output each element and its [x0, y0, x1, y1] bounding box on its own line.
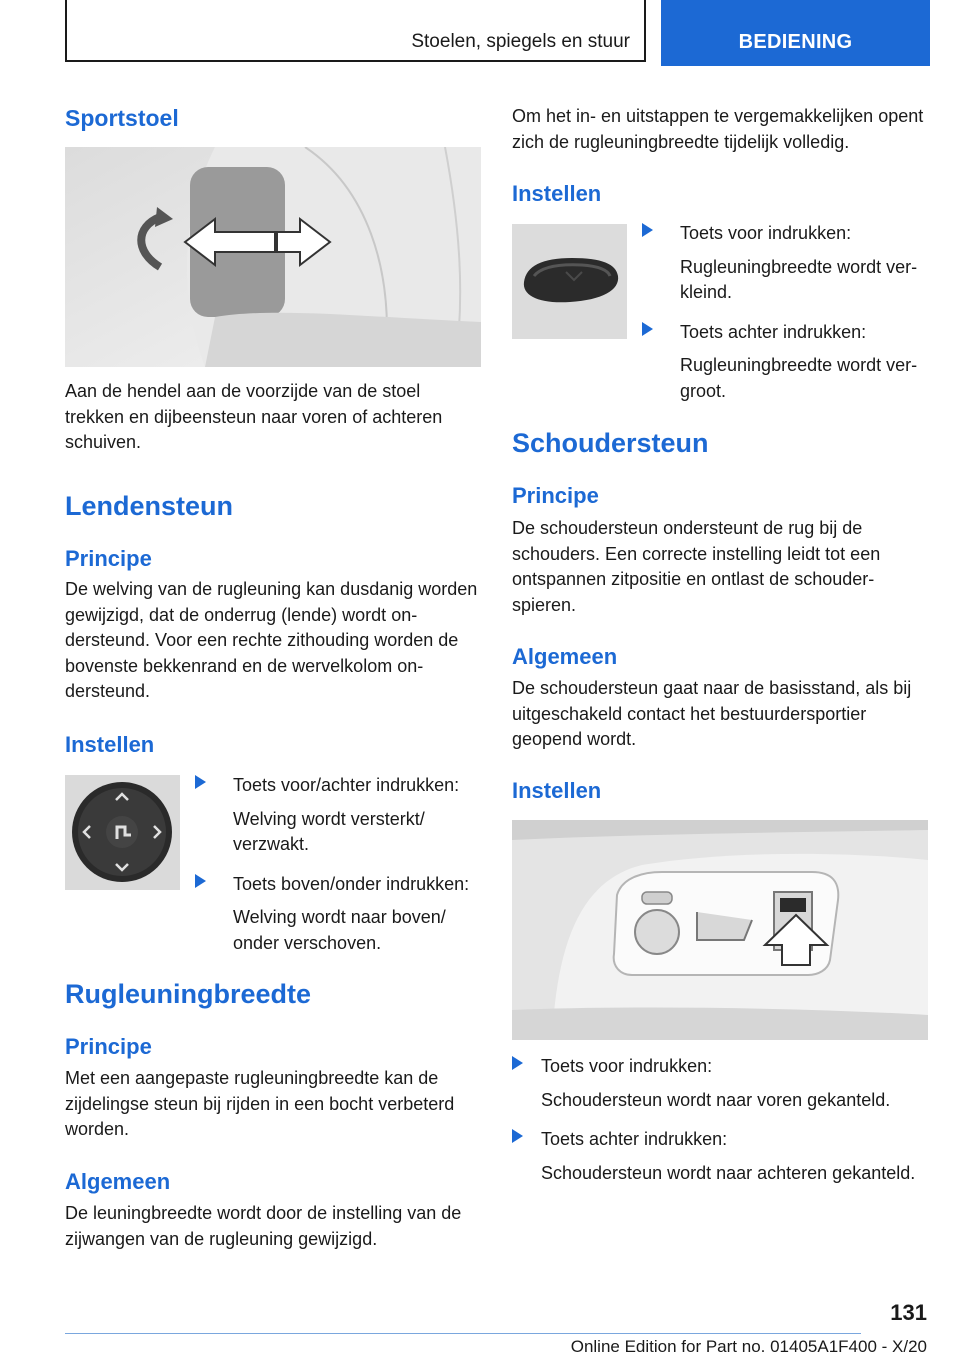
triangle-bullet-icon — [642, 322, 653, 336]
instruction-result: Rugleuningbreedte wordt vergroot. — [680, 355, 918, 401]
list-item — [195, 773, 481, 858]
instruction-action: Toets achter indrukken: — [680, 321, 867, 342]
rugleuningbreedte-instructions — [642, 221, 928, 404]
section-tab — [661, 0, 930, 66]
instruction-action: Toets voor/achter indrukken: — [233, 775, 460, 795]
instruction-result: Schoudersteun wordt naar voren gekanteld. — [541, 1089, 891, 1110]
instruction-action: Toets voor indrukken: — [680, 223, 852, 243]
heading-schoudersteun: Schoudersteun — [512, 428, 709, 458]
triangle-bullet-icon — [642, 223, 653, 237]
sport-seat-thigh-support-image — [65, 147, 481, 367]
rugleuningbreedte-principe-text: Met een aangepaste rugleuningbreedte kan de zijdelingse steun bij rijden in een bocht verbeterd worden. — [65, 1068, 455, 1139]
schoudersteun-principe-text: De schoudersteun ondersteunt de rug bij de schouders. Een correcte instelling leidt tot een ontspannen zitpositie en ontlast de schouderspieren. — [512, 518, 881, 615]
instruction-action: Toets boven/onder indrukken: — [233, 873, 470, 894]
heading-rugleuningbreedte-principe: Principe — [65, 1034, 152, 1059]
heading-schoudersteun-principe: Principe — [512, 483, 599, 508]
triangle-bullet-icon — [512, 1129, 523, 1143]
schoudersteun-instructions — [512, 1054, 928, 1186]
lumbar-switch-image — [65, 775, 180, 890]
list-item — [512, 1054, 928, 1113]
lendensteun-instructions — [195, 773, 481, 956]
heading-rugleuningbreedte-algemeen: Algemeen — [65, 1169, 171, 1194]
rugleuningbreedte-intro-text: Om het in- en uitstappen te vergemakkelijken opent zich de rugleuningbreedte tijdelijk volledig. — [512, 106, 924, 152]
instruction-result: Welving wordt naar boven/ onder verschoven. — [233, 907, 446, 953]
heading-sportstoel: Sportstoel — [65, 105, 179, 131]
backrest-width-switch-image — [512, 224, 627, 339]
heading-lendensteun: Lendensteun — [65, 491, 234, 521]
chapter-tab — [65, 0, 646, 62]
rugleuningbreedte-algemeen-text: De leuningbreedte wordt door de instelling van de zijwangen van de rugleuning gewijzigd. — [65, 1203, 462, 1249]
page-header — [65, 0, 930, 66]
list-item — [512, 1127, 928, 1186]
triangle-bullet-icon — [512, 1056, 523, 1070]
seat-controls-panel-image — [512, 820, 928, 1040]
heading-lendensteun-instellen: Instellen — [65, 732, 155, 757]
footer-divider — [65, 1333, 861, 1334]
heading-schoudersteun-algemeen: Algemeen — [512, 644, 618, 669]
heading-rugleuningbreedte-instellen: Instellen — [512, 181, 602, 206]
heading-schoudersteun-instellen: Instellen — [512, 778, 602, 803]
schoudersteun-algemeen-text: De schoudersteun gaat naar de basisstand, als bij uitgeschakeld contact het bestuurdersportier geopend wordt. — [512, 678, 912, 749]
instruction-action: Toets achter indrukken: — [541, 1129, 728, 1149]
list-item — [642, 221, 928, 306]
heading-lendensteun-principe: Principe — [65, 546, 152, 571]
list-item — [642, 320, 928, 405]
lendensteun-principe-text: De welving van de rugleuning kan dusdanig worden gewijzigd, dat de onderrug (lende) wordt ondersteund. Voor een rechte zithouding worden de bovenste bekkenrand en de wervelkolom ondersteund. — [65, 579, 478, 701]
page-number: 131 — [890, 1300, 927, 1325]
list-item — [195, 872, 481, 957]
edition-text: Online Edition for Part no. 01405A1F400 - X/20 — [570, 1337, 927, 1356]
instruction-result: Rugleuningbreedte wordt verkleind. — [680, 256, 918, 302]
triangle-bullet-icon — [195, 775, 206, 789]
instruction-result: Welving wordt versterkt/ verzwakt. — [233, 808, 425, 854]
section-title: BEDIENING — [738, 31, 853, 53]
instruction-action: Toets voor indrukken: — [541, 1056, 713, 1076]
sportstoel-text: Aan de hendel aan de voorzijde van de stoel trekken en dijbeensteun naar voren of achteren schuiven. — [65, 381, 443, 452]
chapter-title: Stoelen, spiegels en stuur — [411, 31, 630, 52]
heading-rugleuningbreedte: Rugleuningbreedte — [65, 979, 312, 1009]
triangle-bullet-icon — [195, 874, 206, 888]
instruction-result: Schoudersteun wordt naar achteren gekanteld. — [541, 1162, 916, 1183]
